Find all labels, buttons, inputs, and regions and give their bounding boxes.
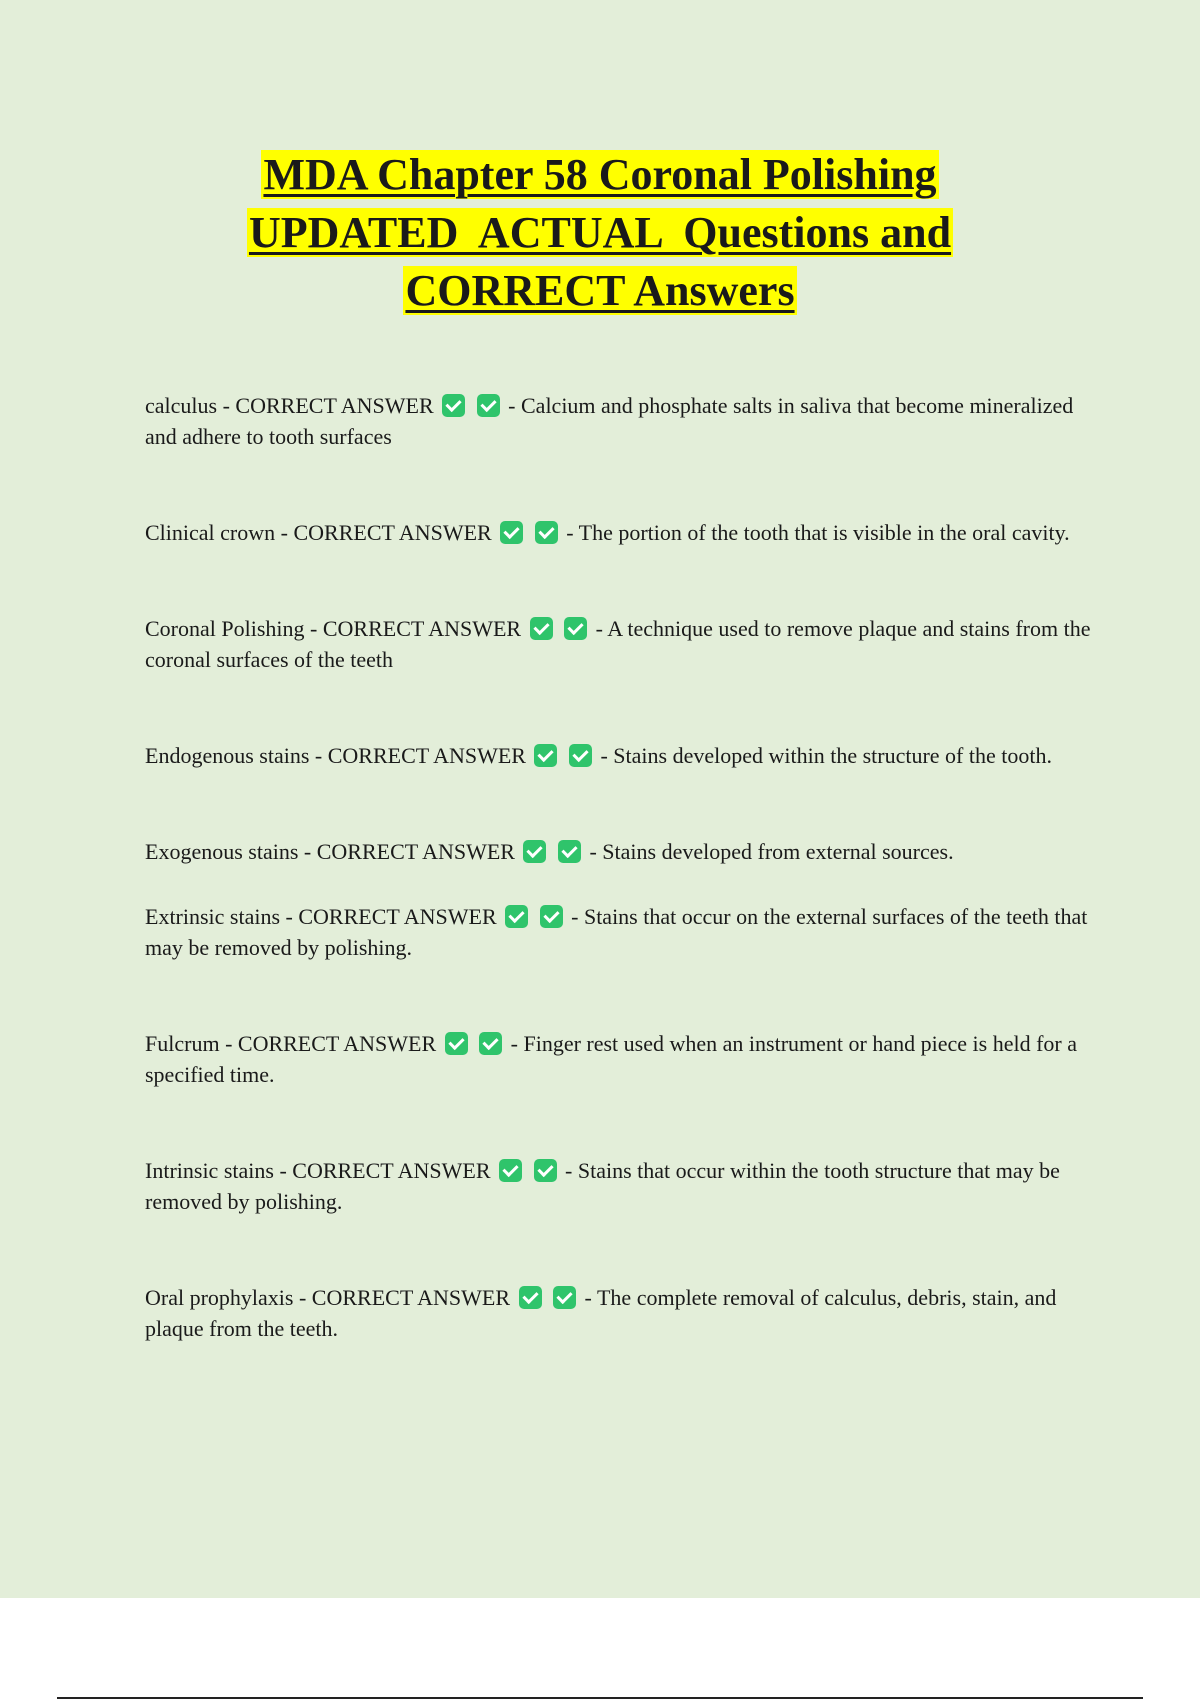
- check-mark-icon: [523, 840, 546, 863]
- check-mark-icon: [500, 521, 523, 544]
- entry-answer-marker: CORRECT ANSWER: [293, 520, 492, 545]
- title-line-3: CORRECT Answers: [405, 266, 795, 315]
- check-mark-icon: [445, 1032, 468, 1055]
- entry-definition: Stains that occur on the external surfaces of the teeth that may be removed by polishing.: [145, 904, 1088, 960]
- check-mark-icon: [499, 1159, 522, 1182]
- entry-term: Endogenous stains: [145, 743, 310, 768]
- entry-answer-marker: CORRECT ANSWER: [298, 904, 497, 929]
- check-mark-icon: [479, 1032, 502, 1055]
- qa-entry: Fulcrum - CORRECT ANSWER - Finger rest used when an instrument or hand piece is held for a specified time.: [145, 1031, 1077, 1087]
- entry-answer-marker: CORRECT ANSWER: [311, 1285, 511, 1310]
- qa-entry: Exogenous stains - CORRECT ANSWER - Stains developed from external sources.: [145, 839, 954, 864]
- check-mark-icon: [505, 905, 528, 928]
- entry-term: Extrinsic stains: [145, 904, 281, 929]
- entry-answer-marker: CORRECT ANSWER: [316, 839, 515, 864]
- qa-entry: Coronal Polishing - CORRECT ANSWER - A technique used to remove plaque and stains from the coronal surfaces of the teeth: [145, 616, 1091, 672]
- entry-term: Clinical crown: [145, 520, 276, 545]
- check-mark-icon: [442, 394, 465, 417]
- qa-entry: Clinical crown - CORRECT ANSWER - The portion of the tooth that is visible in the oral cavity.: [145, 520, 1070, 545]
- entry-answer-marker: CORRECT ANSWER: [292, 1158, 491, 1183]
- check-mark-icon: [534, 1159, 557, 1182]
- entry-term: Exogenous stains: [145, 839, 299, 864]
- entry-term: Oral prophylaxis: [145, 1285, 294, 1310]
- check-mark-icon: [477, 394, 500, 417]
- entry-term: Fulcrum: [145, 1031, 220, 1056]
- qa-entry: Extrinsic stains - CORRECT ANSWER - Stains that occur on the external surfaces of the teeth that may be removed by polishing.: [145, 904, 1088, 960]
- title-line-2: UPDATED ACTUAL Questions and: [248, 208, 952, 257]
- qa-list: [145, 390, 1095, 1409]
- check-mark-icon: [569, 744, 592, 767]
- entry-term: Intrinsic stains: [145, 1158, 274, 1183]
- entry-definition: Stains developed within the structure of the tooth.: [613, 743, 1052, 768]
- check-mark-icon: [519, 1286, 542, 1309]
- entry-answer-marker: CORRECT ANSWER: [322, 616, 522, 641]
- check-mark-icon: [553, 1286, 576, 1309]
- footer-rule: [57, 1697, 1143, 1699]
- entry-answer-marker: CORRECT ANSWER: [237, 1031, 437, 1056]
- qa-entry: Endogenous stains - CORRECT ANSWER - Stains developed within the structure of the tooth.: [145, 743, 1052, 768]
- entry-term: calculus: [145, 393, 218, 418]
- entry-answer-marker: CORRECT ANSWER: [327, 743, 526, 768]
- entry-term: Coronal Polishing: [145, 616, 305, 641]
- check-mark-icon: [530, 617, 553, 640]
- entry-definition: Stains developed from external sources.: [602, 839, 954, 864]
- check-mark-icon: [558, 840, 581, 863]
- check-mark-icon: [534, 744, 557, 767]
- title-line-1: MDA Chapter 58 Coronal Polishing: [263, 150, 937, 199]
- document-title: [100, 146, 1100, 320]
- entry-definition: Stains that occur within the tooth structure that may be removed by polishing.: [145, 1158, 1060, 1214]
- entry-definition: A technique used to remove plaque and stains from the coronal surfaces of the teeth: [145, 616, 1091, 672]
- qa-entry: calculus - CORRECT ANSWER - Calcium and phosphate salts in saliva that become mineralized and adhere to tooth surfaces: [145, 393, 1074, 449]
- qa-entry: Oral prophylaxis - CORRECT ANSWER - The complete removal of calculus, debris, stain, and plaque from the teeth.: [145, 1285, 1057, 1341]
- entry-definition: The complete removal of calculus, debris, stain, and plaque from the teeth.: [145, 1285, 1057, 1341]
- entry-definition: The portion of the tooth that is visible in the oral cavity.: [578, 520, 1070, 545]
- check-mark-icon: [535, 521, 558, 544]
- check-mark-icon: [540, 905, 563, 928]
- entry-definition: Finger rest used when an instrument or hand piece is held for a specified time.: [145, 1031, 1077, 1087]
- check-mark-icon: [564, 617, 587, 640]
- qa-entry: Intrinsic stains - CORRECT ANSWER - Stains that occur within the tooth structure that may be removed by polishing.: [145, 1158, 1060, 1214]
- entry-answer-marker: CORRECT ANSWER: [235, 393, 434, 418]
- entry-definition: Calcium and phosphate salts in saliva that become mineralized and adhere to tooth surfaces: [145, 393, 1074, 449]
